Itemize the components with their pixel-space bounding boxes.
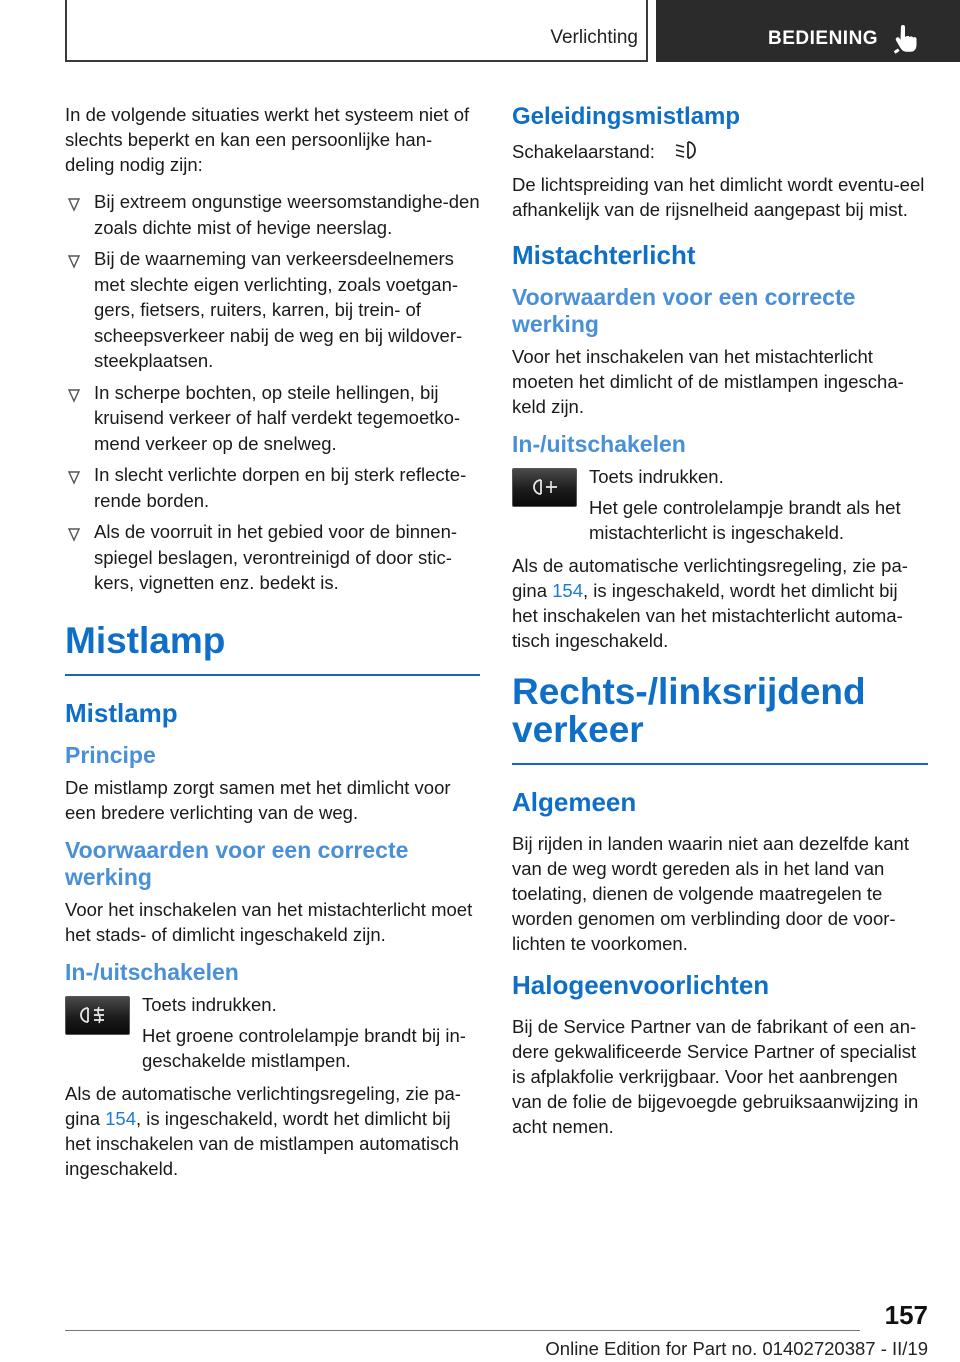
header-chapter-tab — [656, 0, 960, 62]
rear-fog-button-row — [512, 464, 928, 545]
list-item-text: In slecht verlichte dorpen en bij sterk reflecte-rende borden. — [94, 464, 467, 511]
list-item — [65, 246, 480, 374]
list-item — [65, 189, 480, 240]
left-column — [65, 102, 480, 1193]
section-heading-mistlamp: Mistlamp — [65, 697, 178, 728]
halogeen-paragraph: Bij de Service Partner van de fabrikant of een an-dere gekwalificeerde Service Partner of specialist is afplakfolie verkrijgbaar. Voor het aanbrengen van de folie de bijgevoegde gebruiksaanwijzing in acht nemen. — [512, 1016, 919, 1137]
header-section-title: Verlichting — [550, 27, 638, 48]
auto-text-post: , is ingeschakeld, wordt het dimlicht bij het inschakelen van de mistlampen automatisch ingeschakeld. — [65, 1107, 459, 1179]
list-item — [65, 380, 480, 457]
subheading-in-uitschakelen: In-/uitschakelen — [65, 958, 239, 985]
voorwaarden-paragraph: Voor het inschakelen van het mistachterlicht moet het stads- of dimlicht ingeschakeld zijn. — [65, 898, 473, 945]
intro-paragraph: In de volgende situaties werkt het systeem niet of slechts beperkt en kan een persoonlijke han-deling nodig zijn: — [65, 104, 470, 175]
page-link[interactable]: 154 — [105, 1107, 136, 1129]
section-heading-geleidingsmistlamp: Geleidingsmistlamp — [512, 103, 741, 130]
page-link[interactable]: 154 — [552, 580, 583, 601]
header-chapter-label: BEDIENING — [768, 28, 879, 49]
button-indicator-note: Het groene controlelampje brandt bij in-geschakelde mistlampen. — [142, 1024, 466, 1071]
subheading-voorwaarden: Voorwaarden voor een correcte werking — [512, 284, 856, 337]
switch-position-label: Schakelaarstand: — [512, 140, 655, 162]
header-section-box — [65, 0, 648, 62]
heading-rule — [65, 674, 480, 676]
auto-lighting-paragraph — [65, 1081, 480, 1181]
triangle-bullet-icon — [68, 466, 80, 492]
list-item-text: Bij extreem ongunstige weersomstandighe-den zoals dichte mist of hevige neerslag. — [94, 191, 480, 238]
list-item-text: In scherpe bochten, op steile hellingen, bij kruisend verkeer of half verdekt tegemoetko-mend verkeer op de snelweg. — [94, 381, 461, 454]
voorwaarden-paragraph: Voor het inschakelen van het mistachterlicht moeten het dimlicht of de mistlampen ingescha-keld zijn. — [512, 346, 904, 417]
principe-paragraph: De mistlamp zorgt samen met het dimlicht voor een bredere verlichting van de weg. — [65, 776, 451, 823]
triangle-bullet-icon — [68, 250, 80, 276]
auto-text-pre: Als de automatische verlichtingsregeling, zie pa-gina — [65, 1082, 461, 1129]
algemeen-paragraph: Bij rijden in landen waarin niet aan dezelfde kant van de weg wordt gereden als in het land van toelating, dienen de volgende maatregelen te worden genomen om verblinding door de voor-lichten te voorkomen. — [512, 833, 909, 954]
list-item — [65, 462, 480, 513]
chapter-heading-rechts-links: Rechts-/linksrijdend verkeer — [512, 671, 866, 750]
subheading-voorwaarden: Voorwaarden voor een correcte werking — [65, 836, 409, 890]
section-heading-mistachterlicht: Mistachterlicht — [512, 240, 696, 270]
list-item — [65, 519, 480, 596]
button-indicator-note: Het gele controlelampje brandt als het mistachterlicht is ingeschakeld. — [589, 497, 901, 543]
rear-fog-lamp-icon — [512, 468, 577, 507]
fog-lamp-button-row — [65, 992, 480, 1073]
section-heading-algemeen: Algemeen — [512, 787, 637, 817]
auto-text-post: , is ingeschakeld, wordt het dimlicht bij het inschakelen van het mistachterlicht automa-tisch ingeschakeld. — [512, 580, 903, 651]
page-number: 157 — [884, 1300, 928, 1330]
footer-rule — [65, 1330, 860, 1331]
auto-lighting-paragraph — [512, 553, 928, 653]
triangle-bullet-icon — [68, 523, 80, 549]
button-instruction: Toets indrukken. — [589, 466, 724, 487]
situation-list — [65, 189, 480, 596]
switch-position-line — [512, 138, 928, 168]
button-instruction: Toets indrukken. — [142, 993, 277, 1015]
heading-rule — [512, 763, 928, 765]
footer-edition: Online Edition for Part no. 01402720387 - II/19 — [545, 1338, 928, 1359]
subheading-principe: Principe — [65, 741, 156, 768]
list-item-text: Bij de waarneming van verkeersdeelnemers met slechte eigen verlichting, zoals voetgan-gers, fietsers, ruiters, karren, bij trein- of scheepsverkeer nabij de weg en bij wildover-steekplaatsen. — [94, 248, 463, 371]
section-heading-halogeenvoorlichten: Halogeenvoorlichten — [512, 970, 770, 1000]
triangle-bullet-icon — [68, 193, 80, 219]
right-column — [512, 102, 928, 1151]
list-item-text: Als de voorruit in het gebied voor de binnen-spiegel beslagen, verontreinigd of door stic-kers, vignetten enz. bedekt is. — [94, 521, 458, 593]
triangle-bullet-icon — [68, 384, 80, 410]
front-fog-lamp-icon — [65, 996, 130, 1035]
subheading-in-uitschakelen: In-/uitschakelen — [512, 431, 686, 457]
geleiding-paragraph: De lichtspreiding van het dimlicht wordt eventu-eel afhankelijk van de rijsnelheid aangepast bij mist. — [512, 174, 925, 220]
hand-pointer-icon — [894, 24, 920, 59]
low-beam-headlight-icon — [668, 138, 698, 168]
auto-text-pre: Als de automatische verlichtingsregeling, zie pa-gina — [512, 555, 908, 601]
chapter-heading-mistlamp: Mistlamp — [65, 619, 226, 661]
